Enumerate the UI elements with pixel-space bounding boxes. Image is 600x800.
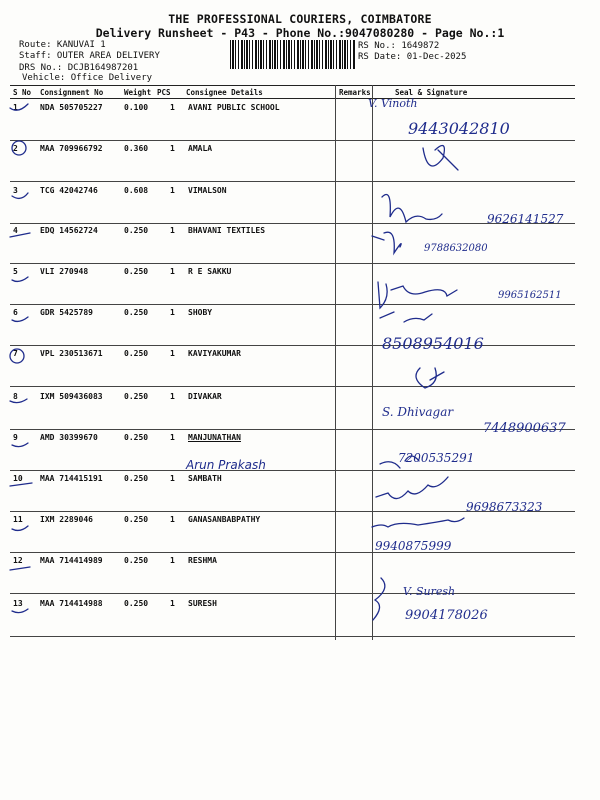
consignment-no: MAA 709966792 [40,144,103,153]
pcs: 1 [170,186,175,195]
consignment-no: MAA 714414988 [40,599,103,608]
weight: 0.250 [124,474,149,483]
sno: 9 [13,433,18,442]
weight: 0.250 [124,556,149,565]
pcs: 1 [170,226,175,235]
col-weight: Weight [124,88,152,97]
weight: 0.250 [124,515,149,524]
consignment-no: VLI 270948 [40,267,89,276]
col-sno: S No [13,88,32,97]
rs-date: RS Date: 01-Dec-2025 [358,52,467,62]
table-row [10,304,575,346]
consignee-name: SHOBY [188,308,213,317]
pcs: 1 [170,392,175,401]
sno: 1 [13,103,18,112]
weight: 0.608 [124,186,149,195]
handwritten-phone: 9788632080 [424,243,488,254]
handwritten-phone: 9940875999 [375,539,452,553]
pcs: 1 [170,599,175,608]
pcs: 1 [170,308,175,317]
handwritten-phone: 9965162511 [498,290,562,301]
consignee-name: R E SAKKU [188,267,232,276]
consignee-name: AVANI PUBLIC SCHOOL [188,103,280,112]
consignment-no: IXM 2289046 [40,515,93,524]
col-consignee: Consignee Details [186,88,263,97]
consignment-no: MAA 714415191 [40,474,103,483]
consignee-name: KAVIYAKUMAR [188,349,241,358]
pcs: 1 [170,144,175,153]
sno: 5 [13,267,18,276]
consignee-name: AMALA [188,144,213,153]
table-top-rule [10,85,575,86]
pcs: 1 [170,474,175,483]
table-row [10,222,575,264]
consignment-no: AMD 30399670 [40,433,98,442]
consignee-name: VIMALSON [188,186,227,195]
consignment-no: TCG 42042746 [40,186,98,195]
weight: 0.250 [124,433,149,442]
col-pcs: PCS [157,88,171,97]
route: Route: KANUVAI 1 [19,40,106,50]
table-row [10,345,575,387]
consignee-name: GANASANBABPATHY [188,515,261,524]
sno: 6 [13,308,18,317]
handwritten-phone: 7448900637 [483,421,566,436]
consignment-no: MAA 714414989 [40,556,103,565]
sno: 11 [13,515,23,524]
consignee-name: SURESH [188,599,217,608]
weight: 0.360 [124,144,149,153]
barcode [230,40,356,69]
handwritten-phone: 9904178026 [405,608,488,623]
sno: 3 [13,186,18,195]
consignee-name: BHAVANI TEXTILES [188,226,266,235]
handwritten-phone: 9698673323 [466,500,543,514]
runsheet-title: Delivery Runsheet - P43 - Phone No.:9047080280 - Page No.:1 [95,26,505,40]
col-remarks: Remarks [339,88,371,97]
table-row [10,140,575,182]
weight: 0.250 [124,308,149,317]
weight: 0.250 [124,349,149,358]
handwritten-name: V. Vinoth [368,97,418,110]
pcs: 1 [170,267,175,276]
weight: 0.250 [124,392,149,401]
rs-number: RS No.: 1649872 [358,41,440,51]
consignment-no: VPL 230513671 [40,349,103,358]
weight: 0.250 [124,226,149,235]
table-row [10,595,575,637]
consignee-name: DIVAKAR [188,392,222,401]
pcs: 1 [170,515,175,524]
consignee-name: MANJUNATHAN [188,433,241,442]
consignment-no: IXM 509436083 [40,392,103,401]
weight: 0.250 [124,599,149,608]
sno: 2 [13,144,18,153]
sno: 4 [13,226,18,235]
sno: 12 [13,556,23,565]
drs-number: DRS No.: DCJB164987201 [19,63,139,73]
staff: Staff: OUTER AREA DELIVERY [19,51,160,61]
company-title: THE PROFESSIONAL COURIERS, COIMBATORE [168,12,432,26]
handwritten-note: Arun Prakash [186,458,266,472]
handwritten-name: V. Suresh [403,585,456,598]
consignment-no: EDQ 14562724 [40,226,98,235]
pcs: 1 [170,103,175,112]
sno: 10 [13,474,23,483]
handwritten-phone: 7200535291 [398,451,475,465]
handwritten-phone: 9626141527 [487,212,564,226]
sno: 8 [13,392,18,401]
col-seal: Seal & Signature [395,88,468,97]
table-row [10,511,575,553]
weight: 0.100 [124,103,149,112]
handwritten-name: S. Dhivagar [382,405,454,419]
pcs: 1 [170,433,175,442]
weight: 0.250 [124,267,149,276]
sno: 7 [13,349,18,358]
rs-info [358,41,466,63]
handwritten-phone: 9443042810 [408,119,510,138]
handwritten-phone: 8508954016 [382,334,484,353]
col-consignment: Consignment No [40,88,104,97]
consignee-name: RESHMA [188,556,217,565]
pcs: 1 [170,349,175,358]
consignee-name: SAMBATH [188,474,222,483]
table-row [10,263,575,305]
sno: 13 [13,599,23,608]
consignment-no: NDA 505705227 [40,103,103,112]
table-row [10,552,575,594]
pcs: 1 [170,556,175,565]
vehicle: Vehicle: Office Delivery [22,73,153,83]
consignment-no: GDR 5425789 [40,308,93,317]
